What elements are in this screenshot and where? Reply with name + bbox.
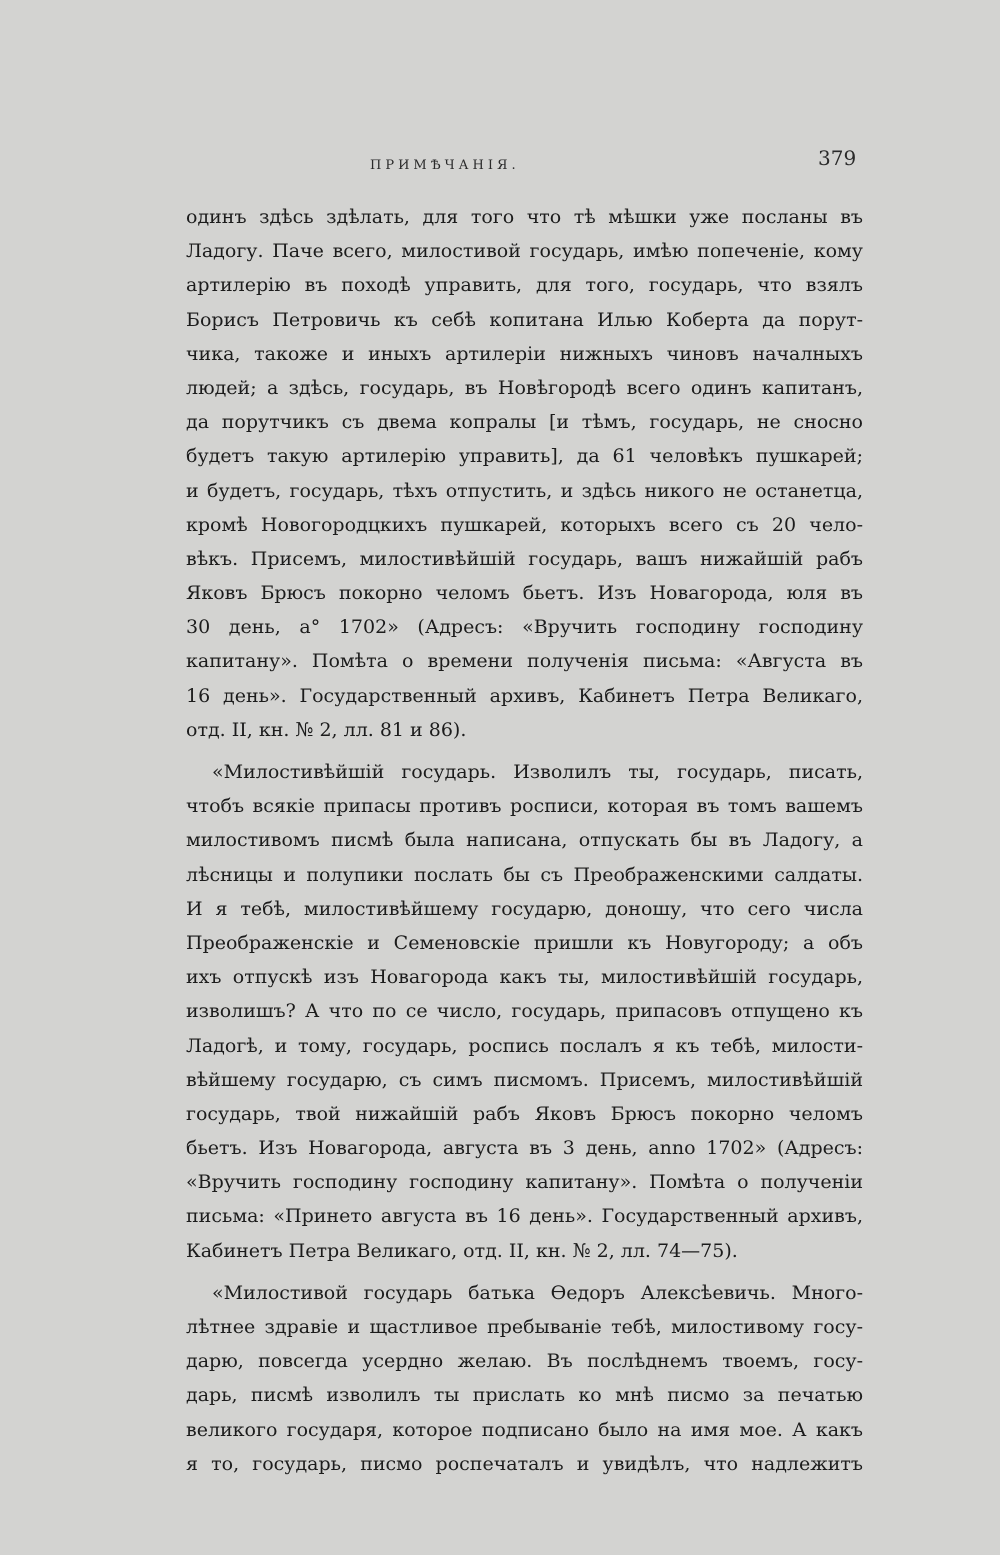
text-line: и будетъ, государь, тѣхъ отпустить, и здѣсь никого не останетца, [186, 479, 863, 502]
text-line: Ладогу. Паче всего, милостивой государь, имѣю попеченіе, кому [186, 240, 863, 263]
paragraph-1 [186, 200, 863, 747]
text-line: Преображенскіе и Семеновскіе пришли къ Новугороду; а объ [186, 931, 863, 954]
text-line: чика, такоже и иныхъ артилеріи нижныхъ чиновъ началныхъ [186, 342, 863, 365]
text-line: дарю, повсегда усердно желаю. Въ послѣднемъ твоемъ, госу- [186, 1350, 863, 1373]
text-line: бьетъ. Изъ Новагорода, августа въ 3 день, anno 1702» (Адресъ: [186, 1137, 863, 1160]
text-line: лѣтнее здравіе и щастливое пребываніе тебѣ, милостивому госу- [186, 1316, 863, 1338]
text-line: Кабинетъ Петра Великаго, отд. II, кн. № 2, лл. 74—75). [186, 1239, 738, 1262]
text-line: вѣйшему государю, съ симъ писмомъ. Присемъ, милостивѣйшій [186, 1068, 863, 1091]
text-line: дарь, писмѣ изволилъ ты прислать ко мнѣ писмо за печатью [186, 1384, 863, 1407]
text-line: лѣсницы и полупики послать бы съ Преображенскими салдаты. [186, 863, 863, 886]
text-line: Яковъ Брюсъ покорно челомъ бьетъ. Изъ Новагорода, юля въ [186, 582, 863, 605]
text-line: «Вручить господину господину капитану». Помѣта о полученіи [186, 1171, 863, 1194]
text-line: И я тебѣ, милостивѣйшему государю, доношу, что сего числа [186, 897, 863, 920]
paragraph-2 [186, 755, 863, 1268]
text-line: артилерію въ походѣ управить, для того, государь, что взялъ [186, 274, 863, 297]
text-line: изволишъ? А что по се число, государь, припасовъ отпущено къ [186, 1000, 863, 1023]
text-line: Борисъ Петровичь къ себѣ копитана Илью Коберта да порут- [186, 308, 863, 331]
text-line: я то, государь, писмо роспечаталъ и увидѣлъ, что надлежитъ [186, 1452, 863, 1475]
text-line: государь, твой нижайшій рабъ Яковъ Брюсъ покорно челомъ [186, 1102, 863, 1125]
text-line: ихъ отпускѣ изъ Новагорода какъ ты, милостивѣйшій государь, [186, 966, 863, 989]
running-head: ПРИМѢЧАНІЯ. [370, 158, 520, 173]
text-line: «Милостивѣйшій государь. Изволилъ ты, государь, писать, [212, 761, 863, 783]
text-line: кромѣ Новогородцкихъ пушкарей, которыхъ всего съ 20 чело- [186, 513, 863, 536]
text-line: будетъ такую артилерію управить], да 61 человѣкъ пушкарей; [186, 445, 863, 468]
text-line: «Милостивой государь батька Ѳедоръ Алексѣевичь. Много- [212, 1281, 863, 1304]
text-line: 30 день, а° 1702» (Адресъ: «Вручить господину господину [186, 616, 863, 639]
text-line: одинъ здѣсь здѣлать, для того что тѣ мѣшки уже посланы въ [186, 206, 863, 228]
text-line: милостивомъ писмѣ была написана, отпускать бы въ Ладогу, а [186, 829, 863, 852]
text-line: 16 день». Государственный архивъ, Кабинетъ Петра Великаго, [186, 684, 863, 707]
page-number: 379 [818, 146, 857, 170]
text-line: письма: «Принето августа въ 16 день». Государственный архивъ, [186, 1205, 863, 1228]
body-text [186, 200, 863, 1481]
text-line: великого государя, которое подписано было на имя мое. А какъ [186, 1418, 863, 1441]
text-line: Ладогѣ, и тому, государь, роспись послалъ я къ тебѣ, милости- [186, 1034, 863, 1057]
text-line: людей; а здѣсь, государь, въ Новѣгородѣ всего одинъ капитанъ, [186, 376, 863, 399]
text-line: капитану». Помѣта о времени полученія письма: «Августа въ [186, 650, 863, 673]
text-line: да порутчикъ съ двема копралы [и тѣмъ, государь, не сносно [186, 411, 863, 434]
paragraph-3 [186, 1276, 863, 1481]
text-line: вѣкъ. Присемъ, милостивѣйшій государь, вашъ нижайшій рабъ [186, 547, 863, 570]
text-line: чтобъ всякіе припасы противъ росписи, которая въ томъ вашемъ [186, 795, 863, 818]
text-line: отд. II, кн. № 2, лл. 81 и 86). [186, 718, 467, 741]
